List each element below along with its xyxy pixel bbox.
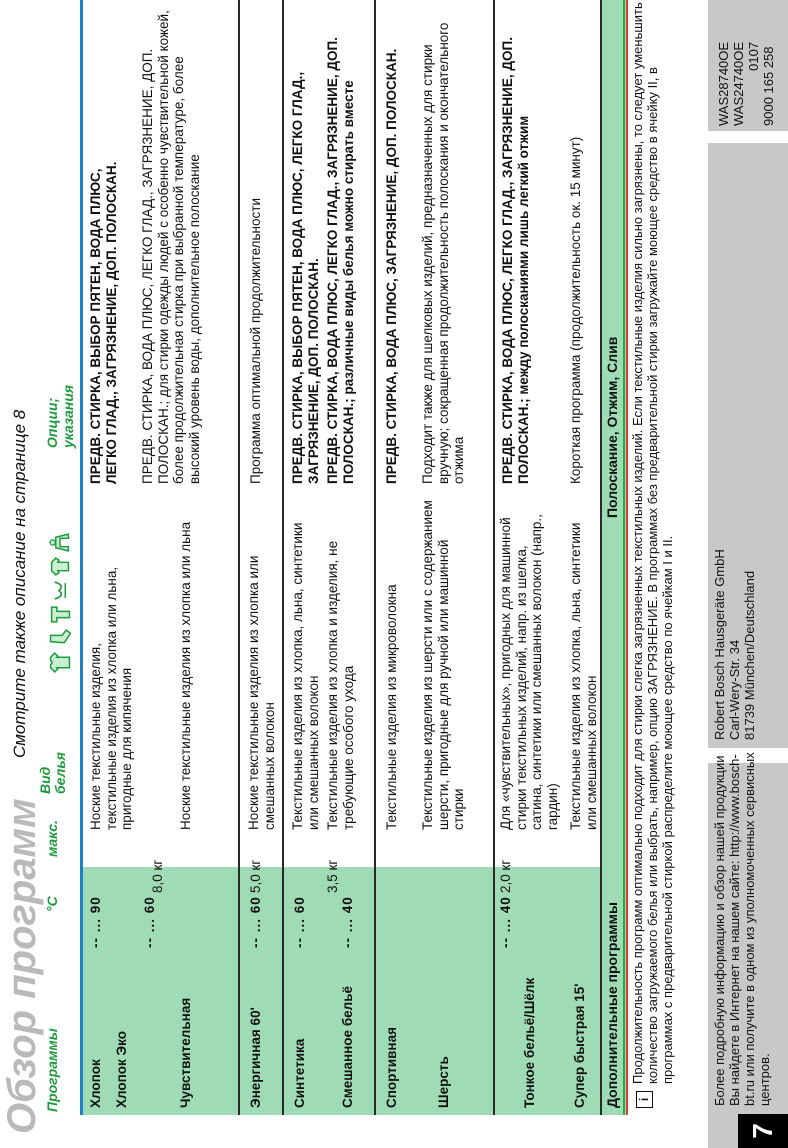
program-max-load: 3,5 кг <box>325 859 340 893</box>
program-laundry: Для «чувствительных», пригодных для машинной стирки текстильных изделий, напр. из шелка, сатина, синтетики или смешанных волокон (напр., гардин) <box>498 514 560 830</box>
program-temp: -- ... 60 <box>248 896 263 948</box>
options-text: ПРЕДВ. СТИРКА, ВОДА ПЛЮС, ЛЕГКО ГЛАД., ЗАГРЯЗНЕНИЕ, ДОП. ПОЛОСКАН.; между полосканиями лишь легкий отжим <box>500 37 531 484</box>
program-temp: -- ... 40 <box>340 896 355 948</box>
shirt-icon-2 <box>48 604 72 625</box>
program-laundry: Текстильные изделия из хлопка и изделия, не требующие особого ухода <box>325 540 356 830</box>
shirt-icon <box>48 652 72 673</box>
program-temp: -- ... 90 <box>88 896 103 948</box>
program-name: Энергичная 60' <box>248 1007 263 1108</box>
program-name: Хлопок <box>88 1059 103 1108</box>
footer-gap <box>708 131 788 143</box>
program-options <box>500 4 531 484</box>
address-line: Robert Bosch Hausgeräte GmbH <box>712 549 727 740</box>
program-laundry: Текстильные изделия из микроволокна <box>384 584 399 830</box>
program-max-load: 8,0 кг <box>150 859 165 893</box>
program-name: Спортивная <box>384 1027 399 1108</box>
laundry-text: текстильные изделия из хлопка или льна, пригодные для кипячения <box>103 566 134 830</box>
program-name: Тонкое бельё/Шёлк <box>522 977 537 1108</box>
page-title: Обзор программ <box>0 798 44 1134</box>
program-options: Программа оптимальной продолжительности <box>248 198 263 484</box>
tshirt-icon <box>48 556 72 577</box>
extra-programs-label: Дополнительные программы <box>604 902 620 1108</box>
green-rule <box>623 0 625 1115</box>
address-line: Carl-Wery-Str. 34 <box>727 639 742 740</box>
page-subtitle: Смотрите также описание на странице 8 <box>10 409 29 758</box>
program-temp: -- ... 40 <box>498 896 513 948</box>
sock-icon <box>48 628 72 649</box>
options-text: ПРЕДВ. СТИРКА, ВЫБОР ПЯТЕН, ВОДА ПЛЮС, <box>88 168 103 484</box>
program-max-load: 2,0 кг <box>498 859 513 893</box>
program-laundry: Ноские текстильные изделия из хлопка или смешанных волокон <box>246 555 277 830</box>
program-options: ПРЕДВ. СТИРКА, ВЫБОР ПЯТЕН, ВОДА ПЛЮС, ЛЕГКО ГЛАД., ЗАГРЯЗНЕНИЕ, ДОП. ПОЛОСКАН. <box>290 71 321 484</box>
model-line: WAS28740OE <box>716 41 731 126</box>
red-rule <box>626 0 628 1115</box>
options-text: ПРЕДВ. СТИРКА, ВОДА ПЛЮС, ЛЕГКО ГЛАД., ЗАГРЯЗНЕНИЕ, ДОП. ПОЛОСКАН.; различные виды белья можно стирать вместе <box>325 37 356 484</box>
program-laundry: Ноские текстильные изделия из хлопка или льна <box>178 521 193 830</box>
program-temp: -- ... 60 <box>142 896 157 948</box>
options-text: ЛЕГКО ГЛАД., ЗАГРЯЗНЕНИЕ, ДОП. ПОЛОСКАН. <box>103 161 119 484</box>
program-name: Смешанное бельё <box>340 985 355 1108</box>
header-max: макс. <box>44 820 60 857</box>
header-temp: °C <box>44 896 60 912</box>
row-separator <box>493 0 495 1115</box>
program-laundry: Текстильные изделия из хлопка, льна, синтетики или смешанных волокон <box>290 522 321 830</box>
row-separator <box>282 0 284 1115</box>
footer-address <box>712 549 757 740</box>
header-programs: Программы <box>44 1028 60 1112</box>
program-options: Короткая программа (продолжительность ок. 15 минут) <box>568 136 583 484</box>
program-name: Синтетика <box>292 1038 307 1108</box>
program-laundry: Текстильные изделия из хлопка, льна, синтетики или смешанных волокон <box>568 522 599 830</box>
program-name: Супер быстрая 15' <box>572 983 587 1108</box>
program-options: Подходит также для шелковых изделий, предназначенных для стирки вручную; сокращенная продолжительность полоскания и окончательного отжима <box>420 22 466 484</box>
program-options: ПРЕДВ. СТИРКА, ВОДА ПЛЮС, ЛЕГКО ГЛАД., ЗАГРЯЗНЕНИЕ, ДОП. ПОЛОСКАН.; для стирки одежды людей с особенно чувствительной кожей, более продолжительная стирка при выбранной температуре, более высокий уровень воды, дополнительное полоскание <box>140 10 202 484</box>
footer-models <box>716 42 776 126</box>
program-max-load: 5,0 кг <box>248 859 263 893</box>
row-separator <box>374 0 376 1115</box>
row-separator <box>238 0 240 1115</box>
program-name: Чувствительная <box>178 997 193 1108</box>
info-icon: i <box>636 1091 653 1108</box>
program-laundry: Текстильные изделия из шерсти или с содержанием шерсти, пригодные для ручной или машинной стирки <box>420 500 466 830</box>
program-temp: -- ... 60 <box>292 896 307 948</box>
extra-programs-value: Полоскание, Отжим, Слив <box>604 336 620 518</box>
program-options <box>88 4 119 484</box>
header-rule <box>80 0 83 1115</box>
program-options: ПРЕДВ. СТИРКА, ВОДА ПЛЮС, ЗАГРЯЗНЕНИЕ, ДОП. ПОЛОСКАН. <box>384 48 399 484</box>
program-name: Шерсть <box>436 1056 451 1108</box>
bra-icon <box>48 580 72 601</box>
page-number: 7 <box>738 1114 788 1148</box>
model-line: 9000 165 258 <box>761 46 776 126</box>
sweater-icon <box>48 532 72 553</box>
info-note: Продолжительность программ оптимально подходит для стирки слегка загрязненных текстильных изделий. Если текстильные изделия сильно загрязнены, то следует уменьшить количество загружаемого белья или выбрать, например, опцию ЗАГРЯЗНЕНИЕ. В программах без предварительной стирки загружайте моющее средство в ячейку II, в программах с предварительной стиркой распределите моющее средство по ячейкам I и II. <box>630 2 675 1084</box>
laundry-icons <box>44 473 76 673</box>
address-line: 81739 München/Deutschland <box>742 570 757 740</box>
header-laundry: Вид белья <box>37 752 68 794</box>
header-options: Опции; указания <box>44 384 76 448</box>
model-line: WAS24740OE <box>731 41 746 126</box>
program-options <box>325 4 356 484</box>
model-line: 0107 <box>746 41 761 71</box>
program-name: Хлопок Эко <box>114 1031 129 1108</box>
footer-note: Более подробную информацию и обзор нашей продукции Вы найдете в Интернет на нашем сайте: http://www.bosch-bt.ru или получите в одном из уполномоченных сервисных центров. <box>712 752 772 1106</box>
laundry-text: Ноские текстильные изделия, <box>88 643 103 830</box>
program-laundry <box>88 500 135 830</box>
